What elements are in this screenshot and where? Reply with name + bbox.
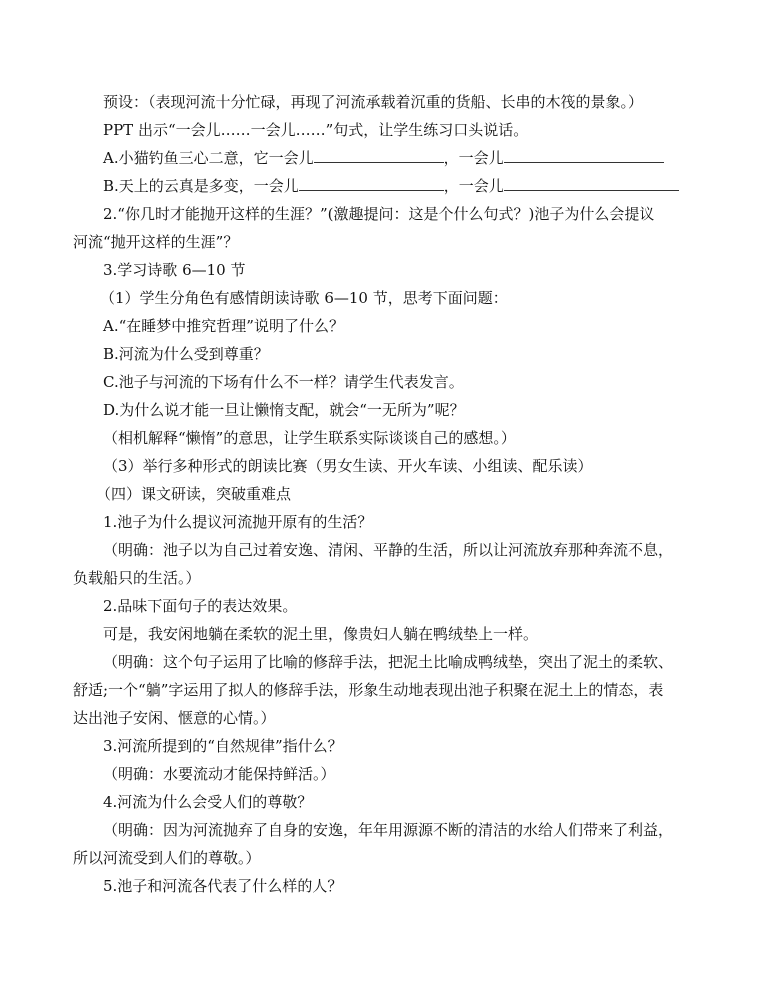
section-heading: 3.学习诗歌 6—10 节 (103, 261, 246, 279)
question-item: D.为什么说才能一旦让懒惰支配，就会“一无所为”呢？ (103, 401, 465, 419)
fill-in-prompt: A.小猫钓鱼三心二意，它一会儿 (103, 149, 314, 167)
fill-in-connector: ，一会儿 (443, 177, 504, 195)
fill-in-line (103, 148, 664, 168)
fill-in-prompt: B.天上的云真是多变，一会儿 (103, 177, 299, 195)
question-item: 3.河流所提到的“自然规律”指什么？ (103, 737, 343, 755)
text-line: 2.“你几时才能抛开这样的生涯？”(激趣提问：这是个什么句式？)池子为什么会提议 (103, 205, 655, 223)
blank-line (299, 176, 444, 191)
answer-text: 负载船只的生活。） (73, 569, 201, 587)
text-line: （相机解释“懒惰”的意思，让学生联系实际谈谈自己的感想。） (103, 429, 516, 447)
question-item: 5.池子和河流各代表了什么样的人？ (103, 877, 343, 895)
question-item: A.“在睡梦中推究哲理”说明了什么？ (103, 317, 344, 335)
text-line: PPT 出示“一会儿……一会儿……”句式，让学生练习口头说话。 (103, 121, 529, 139)
question-item: 2.品味下面句子的表达效果。 (103, 597, 298, 615)
text-line: （1）学生分角色有感情朗读诗歌 6—10 节，思考下面问题： (100, 289, 508, 307)
answer-text: （明确：水要流动才能保持鲜活。） (103, 765, 336, 783)
fill-in-connector: ，一会儿 (443, 149, 504, 167)
blank-line (314, 148, 444, 163)
answer-text: 达出池子安闲、惬意的心情。） (73, 709, 276, 727)
answer-text: （明确：这个句子运用了比喻的修辞手法，把泥土比喻成鸭绒垫，突出了泥土的柔软、 (103, 653, 674, 671)
quoted-sentence: 可是，我安闲地躺在柔软的泥土里，像贵妇人躺在鸭绒垫上一样。 (103, 625, 539, 643)
question-item: 4.河流为什么会受人们的尊敬？ (103, 793, 313, 811)
text-line: 预设：（表现河流十分忙碌，再现了河流承载着沉重的货船、长串的木筏的景象。） (103, 93, 644, 111)
fill-in-line (103, 176, 679, 196)
blank-line (504, 176, 679, 191)
question-item: B.河流为什么受到尊重？ (103, 345, 269, 363)
section-heading: （四）课文研读，突破重难点 (96, 485, 292, 503)
answer-text: 所以河流受到人们的尊敬。） (73, 849, 261, 867)
question-item: 1.池子为什么提议河流抛开原有的生活？ (103, 513, 373, 531)
question-item: C.池子与河流的下场有什么不一样？请学生代表发言。 (103, 373, 464, 391)
answer-text: （明确：因为河流抛弃了自身的安逸，年年用源源不断的清洁的水给人们带来了利益， (103, 821, 674, 839)
text-line: （3）举行多种形式的朗读比赛（男女生读、开火车读、小组读、配乐读） (103, 457, 593, 475)
blank-line (504, 148, 664, 163)
text-line: 河流“抛开这样的生涯”？ (73, 233, 239, 251)
answer-text: 舒适;一个“躺”字运用了拟人的修辞手法，形象生动地表现出池子积聚在泥土上的情态，表 (73, 681, 664, 699)
answer-text: （明确：池子以为自己过着安逸、清闲、平静的生活，所以让河流放弃那种奔流不息， (103, 541, 674, 559)
